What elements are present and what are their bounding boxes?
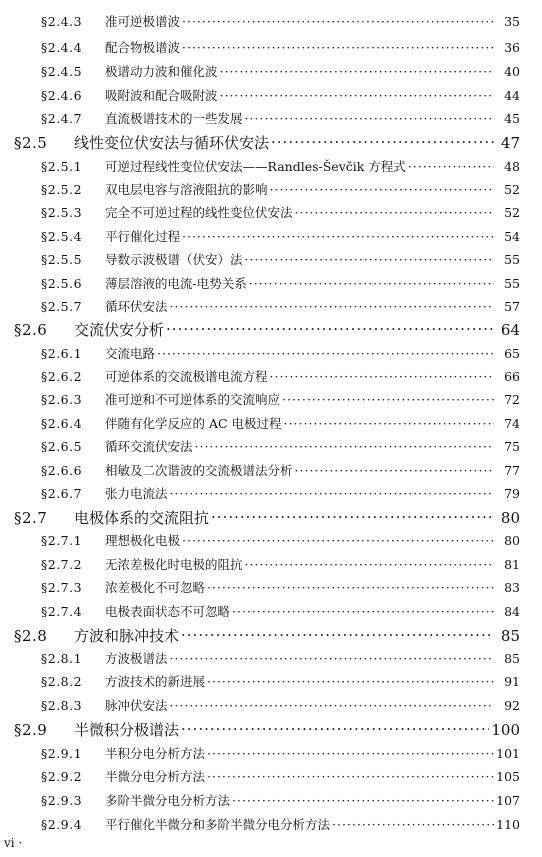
entry-page-number: 54	[504, 229, 520, 244]
entry-page-number: 77	[504, 463, 520, 478]
toc-subsection-entry	[41, 297, 520, 315]
entry-title: 配合物极谱波	[105, 40, 181, 55]
dot-leader	[182, 40, 494, 53]
entry-number: §2.9	[14, 721, 48, 739]
dot-leader	[170, 486, 494, 499]
entry-number: §2.8.2	[41, 674, 83, 689]
entry-title: 极谱动力波和催化波	[105, 64, 218, 79]
entry-number: §2.5	[14, 134, 48, 152]
toc-subsection-entry	[41, 484, 520, 502]
dot-leader	[270, 182, 494, 195]
dot-leader	[207, 746, 494, 759]
entry-number: §2.4.6	[41, 88, 83, 103]
toc-subsection-entry	[41, 767, 520, 785]
entry-page-number: 85	[504, 651, 520, 666]
dot-leader	[170, 698, 494, 711]
toc-subsection-entry	[41, 461, 520, 479]
toc-subsection-entry	[41, 227, 520, 245]
entry-number: §2.9.4	[41, 817, 83, 832]
entry-title: 半微分电分析方法	[105, 769, 206, 784]
entry-page-number: 92	[504, 698, 520, 713]
toc-subsection-entry	[41, 367, 520, 385]
entry-number: §2.8	[14, 627, 48, 645]
entry-title: 方波技术的新进展	[105, 674, 206, 689]
entry-number: §2.5.2	[41, 182, 83, 197]
entry-number: §2.6.3	[41, 392, 83, 407]
entry-title: 方波极谱法	[105, 651, 168, 666]
entry-title: 张力电流法	[105, 486, 168, 501]
entry-page-number: 107	[496, 793, 520, 808]
entry-number: §2.5.4	[41, 229, 83, 244]
entry-page-number: 110	[496, 817, 520, 832]
dot-leader	[271, 133, 494, 148]
entry-title: 脉冲伏安法	[105, 698, 168, 713]
toc-subsection-entry	[41, 157, 520, 175]
entry-page-number: 52	[504, 182, 520, 197]
toc-subsection-entry	[41, 437, 520, 455]
entry-title: 电极表面状态不可忽略	[105, 604, 231, 619]
entry-number: §2.5.5	[41, 252, 83, 267]
entry-number: §2.7	[14, 509, 48, 527]
entry-title: 伴随有化学反应的 AC 电极过程	[105, 416, 282, 431]
toc-section-entry	[14, 132, 520, 153]
dot-leader	[284, 416, 494, 429]
toc-subsection-entry	[41, 344, 520, 362]
entry-title: 交流电路	[105, 346, 156, 361]
entry-page-number: 105	[496, 769, 520, 784]
entry-number: §2.8.1	[41, 651, 83, 666]
entry-number: §2.6.2	[41, 369, 83, 384]
entry-page-number: 36	[504, 40, 520, 55]
toc-subsection-entry	[41, 744, 520, 762]
dot-leader	[220, 88, 494, 101]
entry-number: §2.5.1	[41, 159, 83, 174]
dot-leader	[170, 651, 494, 664]
toc-subsection-entry	[41, 791, 520, 809]
dot-leader	[207, 674, 494, 687]
dot-leader	[166, 320, 494, 335]
page-footer: vi ·	[4, 836, 23, 850]
entry-number: §2.6.4	[41, 416, 83, 431]
entry-page-number: 47	[500, 134, 520, 152]
entry-title: 线性变位伏安法与循环伏安法	[74, 134, 270, 152]
entry-number: §2.5.3	[41, 205, 83, 220]
dot-leader	[195, 439, 494, 452]
entry-number: §2.7.1	[41, 533, 83, 548]
dot-leader	[245, 111, 494, 124]
entry-title: 可逆体系的交流极谱电流方程	[105, 369, 268, 384]
dot-leader	[207, 769, 494, 782]
entry-number: §2.4.5	[41, 64, 83, 79]
toc-subsection-entry	[41, 555, 520, 573]
entry-page-number: 100	[491, 721, 520, 739]
toc-section-entry	[14, 625, 520, 646]
entry-title: 直流极谱技术的一些发展	[105, 111, 243, 126]
entry-page-number: 52	[504, 205, 520, 220]
dot-leader	[211, 508, 494, 523]
dot-leader	[157, 346, 494, 359]
entry-page-number: 84	[504, 604, 520, 619]
entry-title: 平行催化半微分和多阶半微分电分析方法	[105, 817, 331, 832]
entry-title: 多阶半微分电分析方法	[105, 793, 231, 808]
entry-number: §2.7.4	[41, 604, 83, 619]
entry-page-number: 57	[504, 299, 520, 314]
entry-number: §2.4.4	[41, 40, 83, 55]
entry-title: 循环交流伏安法	[105, 439, 193, 454]
entry-page-number: 35	[504, 14, 520, 29]
entry-title: 相敏及二次谐波的交流极谱法分析	[105, 463, 293, 478]
entry-number: §2.9.1	[41, 746, 83, 761]
toc-subsection-entry	[41, 672, 520, 690]
entry-number: §2.5.6	[41, 276, 83, 291]
toc-subsection-entry	[41, 390, 520, 408]
toc-subsection-entry	[41, 180, 520, 198]
dot-leader	[181, 720, 489, 735]
entry-number: §2.4.3	[41, 14, 83, 29]
toc-section-entry	[14, 319, 520, 340]
entry-page-number: 80	[500, 509, 520, 527]
entry-number: §2.4.7	[41, 111, 83, 126]
toc-subsection-entry	[41, 696, 520, 714]
entry-number: §2.7.2	[41, 557, 83, 572]
dot-leader	[332, 817, 494, 830]
entry-title: 理想极化电极	[105, 533, 181, 548]
entry-title: 半微积分极谱法	[74, 721, 180, 739]
entry-page-number: 83	[504, 580, 520, 595]
dot-leader	[270, 369, 494, 382]
toc-subsection-entry	[41, 203, 520, 221]
dot-leader	[408, 159, 494, 172]
entry-page-number: 48	[504, 159, 520, 174]
entry-title: 方波和脉冲技术	[74, 627, 180, 645]
toc-subsection-entry	[41, 274, 520, 292]
entry-title: 电极体系的交流阻抗	[74, 509, 210, 527]
entry-number: §2.6	[14, 321, 48, 339]
dot-leader	[245, 557, 494, 570]
entry-title: 导数示波极谱（伏安）法	[105, 252, 243, 267]
toc-subsection-entry	[41, 86, 520, 104]
dot-leader	[249, 276, 494, 289]
entry-title: 交流伏安分析	[74, 321, 165, 339]
entry-number: §2.6.5	[41, 439, 83, 454]
dot-leader	[232, 604, 494, 617]
entry-title: 无浓差极化时电极的阻抗	[105, 557, 243, 572]
dot-leader	[295, 205, 494, 218]
entry-title: 准可逆和不可逆体系的交流响应	[105, 392, 281, 407]
entry-page-number: 80	[504, 533, 520, 548]
entry-number: §2.9.3	[41, 793, 83, 808]
dot-leader	[182, 14, 494, 27]
entry-title: 浓差极化不可忽略	[105, 580, 206, 595]
entry-page-number: 91	[504, 674, 520, 689]
entry-page-number: 75	[504, 439, 520, 454]
toc-subsection-entry	[41, 578, 520, 596]
toc-subsection-entry	[41, 531, 520, 549]
entry-number: §2.9.2	[41, 769, 83, 784]
entry-title: 平行催化过程	[105, 229, 181, 244]
entry-page-number: 66	[504, 369, 520, 384]
entry-page-number: 45	[504, 111, 520, 126]
toc-subsection-entry	[41, 62, 520, 80]
entry-page-number: 44	[504, 88, 520, 103]
entry-number: §2.7.3	[41, 580, 83, 595]
entry-page-number: 55	[504, 276, 520, 291]
entry-number: §2.6.7	[41, 486, 83, 501]
dot-leader	[295, 463, 494, 476]
entry-page-number: 72	[504, 392, 520, 407]
toc-section-entry	[14, 507, 520, 528]
entry-title: 可逆过程线性变位伏安法——Randles-Ševčik 方程式	[105, 159, 406, 174]
entry-page-number: 65	[504, 346, 520, 361]
toc-subsection-entry	[41, 12, 520, 30]
dot-leader	[282, 392, 494, 405]
entry-number: §2.6.6	[41, 463, 83, 478]
entry-page-number: 40	[504, 64, 520, 79]
entry-page-number: 55	[504, 252, 520, 267]
entry-title: 吸附波和配合吸附波	[105, 88, 218, 103]
entry-page-number: 79	[504, 486, 520, 501]
entry-title: 半积分电分析方法	[105, 746, 206, 761]
toc-subsection-entry	[41, 602, 520, 620]
entry-page-number: 64	[500, 321, 520, 339]
entry-title: 双电层电容与溶液阻抗的影响	[105, 182, 268, 197]
entry-title: 循环伏安法	[105, 299, 168, 314]
dot-leader	[232, 793, 494, 806]
toc-subsection-entry	[41, 414, 520, 432]
entry-page-number: 74	[504, 416, 520, 431]
dot-leader	[245, 252, 494, 265]
dot-leader	[182, 533, 494, 546]
entry-number: §2.6.1	[41, 346, 83, 361]
toc-section-entry	[14, 719, 520, 740]
toc-subsection-entry	[41, 38, 520, 56]
dot-leader	[207, 580, 494, 593]
entry-number: §2.8.3	[41, 698, 83, 713]
toc-subsection-entry	[41, 250, 520, 268]
toc-subsection-entry	[41, 109, 520, 127]
entry-title: 完全不可逆过程的线性变位伏安法	[105, 205, 293, 220]
entry-page-number: 81	[504, 557, 520, 572]
dot-leader	[170, 299, 494, 312]
entry-page-number: 101	[496, 746, 520, 761]
entry-number: §2.5.7	[41, 299, 83, 314]
entry-title: 薄层溶液的电流-电势关系	[105, 276, 247, 291]
toc-subsection-entry	[41, 815, 520, 833]
entry-page-number: 85	[500, 627, 520, 645]
toc-subsection-entry	[41, 649, 520, 667]
entry-title: 准可逆极谱波	[105, 14, 181, 29]
dot-leader	[182, 229, 494, 242]
dot-leader	[220, 64, 494, 77]
dot-leader	[181, 626, 494, 641]
